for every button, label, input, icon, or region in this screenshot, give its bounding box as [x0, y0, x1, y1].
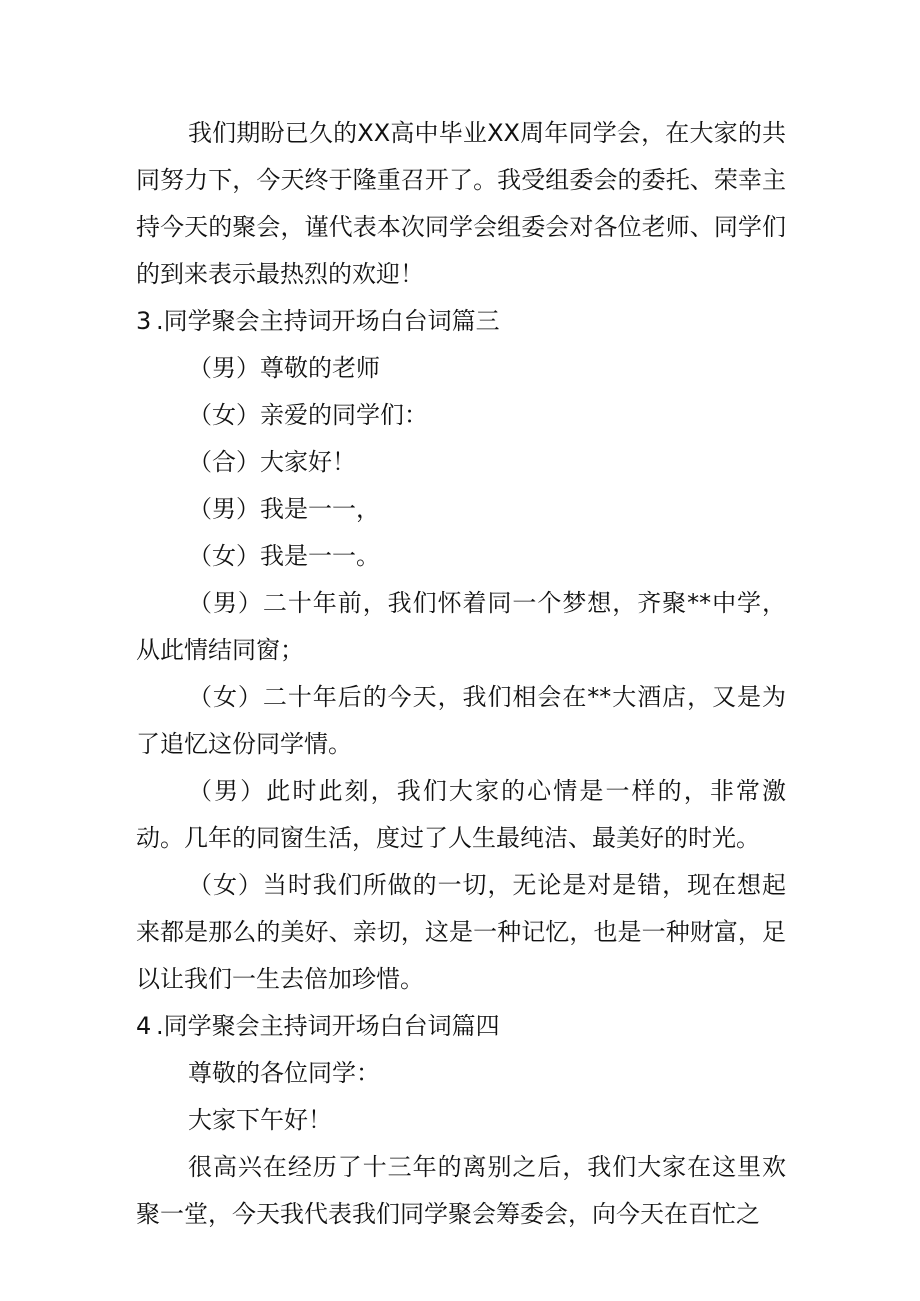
dialogue-line: （男）尊敬的老师 [188, 354, 380, 382]
section-number: 3 [136, 307, 152, 335]
paragraph-speech: 很高兴在经历了十三年的离别之后，我们大家在这里欢聚一堂，今天我代表我们同学聚会筹委会，向今天在百忙之 [136, 1153, 786, 1228]
dialogue-line: （女）我是一一。 [188, 542, 380, 570]
dialogue-line: （男）二十年前，我们怀着同一个梦想，齐聚**中学，从此情结同窗； [136, 589, 786, 664]
greeting-line: 大家下午好！ [188, 1106, 332, 1134]
dialogue-line: （男）我是一一， [188, 495, 380, 523]
document-body [136, 110, 786, 1238]
section-title: .同学聚会主持词开场白台词篇四 [156, 1012, 500, 1040]
section-heading-3 [136, 298, 786, 345]
section-heading-4 [136, 1003, 786, 1050]
salutation-line: 尊敬的各位同学： [188, 1059, 380, 1087]
section-number: 4 [136, 1012, 152, 1040]
dialogue-line: （男）此时此刻，我们大家的心情是一样的，非常激动。几年的同窗生活，度过了人生最纯洁、最美好的时光。 [136, 777, 786, 852]
dialogue-line: （女）当时我们所做的一切，无论是对是错，现在想起来都是那么的美好、亲切，这是一种记忆，也是一种财富，足以让我们一生去倍加珍惜。 [136, 871, 786, 993]
dialogue-line: （女）二十年后的今天，我们相会在**大酒店，又是为了追忆这份同学情。 [136, 683, 786, 758]
dialogue-line: （合）大家好！ [188, 448, 356, 476]
paragraph-welcome: 我们期盼已久的XX高中毕业XX周年同学会，在大家的共同努力下，今天终于隆重召开了。我受组委会的委托、荣幸主持今天的聚会，谨代表本次同学会组委会对各位老师、同学们的到来表示最热烈的欢迎！ [136, 119, 786, 288]
section-title: .同学聚会主持词开场白台词篇三 [156, 307, 500, 335]
dialogue-line: （女）亲爱的同学们： [188, 401, 428, 429]
